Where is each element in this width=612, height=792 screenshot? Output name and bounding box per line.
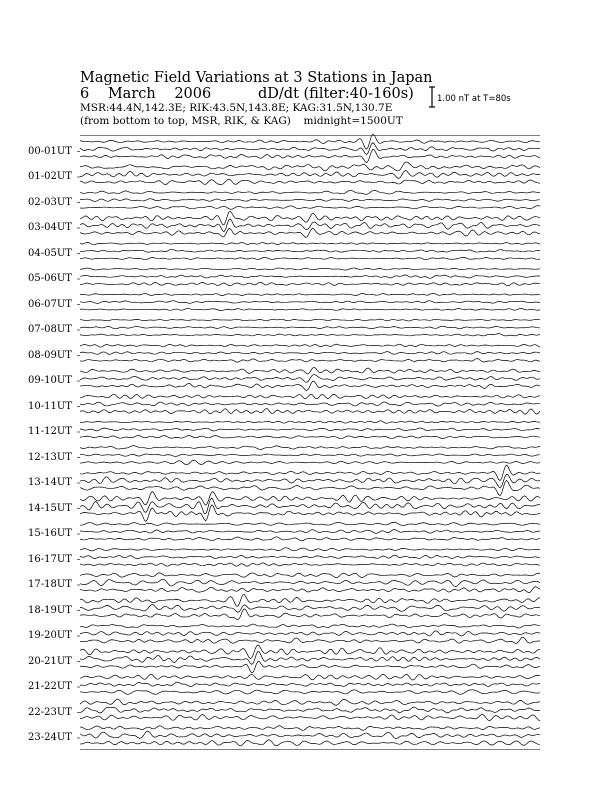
trace-MSR-03-04UT xyxy=(80,228,540,237)
station-coordinates: MSR:44.4N,142.3E; RIK:43.5N,143.8E; KAG:31.5N,130.7E xyxy=(80,102,393,114)
trace-RIK-15-16UT xyxy=(80,530,540,534)
trace-RIK-04-05UT xyxy=(80,249,540,252)
chart-date: 6 March 2006 xyxy=(80,86,212,102)
row-label-09-10UT: 09-10UT xyxy=(28,375,72,386)
trace-MSR-13-14UT xyxy=(80,480,540,495)
trace-RIK-03-04UT xyxy=(80,219,540,232)
trace-MSR-10-11UT xyxy=(80,409,540,414)
trace-MSR-01-02UT xyxy=(80,179,540,184)
trace-MSR-16-17UT xyxy=(80,563,540,566)
trace-RIK-22-23UT xyxy=(80,707,540,713)
row-label-12-13UT: 12-13UT xyxy=(28,451,72,463)
trace-MSR-22-23UT xyxy=(80,714,540,720)
row-label-16-17UT: 16-17UT xyxy=(28,553,72,565)
trace-MSR-17-18UT xyxy=(80,587,540,593)
trace-RIK-01-02UT xyxy=(80,171,540,179)
trace-RIK-00-01UT xyxy=(80,143,540,155)
trace-KAG-23-24UT xyxy=(80,726,540,731)
trace-KAG-19-20UT xyxy=(80,624,540,628)
row-label-00-01UT: 00-01UT xyxy=(28,145,72,157)
trace-KAG-05-06UT xyxy=(80,268,540,270)
trace-MSR-05-06UT xyxy=(80,282,540,286)
trace-MSR-04-05UT xyxy=(80,257,540,259)
trace-KAG-17-18UT xyxy=(80,573,540,578)
row-label-10-11UT: 10-11UT xyxy=(28,400,72,412)
trace-MSR-09-10UT xyxy=(80,381,540,390)
order-note: (from bottom to top, MSR, RIK, & KAG) xyxy=(80,115,291,127)
trace-KAG-13-14UT xyxy=(80,465,540,480)
trace-RIK-17-18UT xyxy=(80,579,540,586)
trace-MSR-19-20UT xyxy=(80,637,540,643)
trace-MSR-23-24UT xyxy=(80,740,540,746)
trace-KAG-22-23UT xyxy=(80,699,540,705)
row-label-22-23UT: 22-23UT xyxy=(28,706,72,718)
row-label-11-12UT: 11-12UT xyxy=(28,426,72,437)
trace-RIK-10-11UT xyxy=(80,402,540,406)
trace-KAG-16-17UT xyxy=(80,548,540,551)
trace-RIK-05-06UT xyxy=(80,275,540,278)
trace-MSR-21-22UT xyxy=(80,690,540,695)
row-label-05-06UT: 05-06UT xyxy=(28,273,72,284)
trace-KAG-18-19UT xyxy=(80,594,540,606)
trace-RIK-02-03UT xyxy=(80,199,540,202)
trace-RIK-09-10UT xyxy=(80,375,540,383)
row-label-23-24UT: 23-24UT xyxy=(28,732,72,743)
trace-MSR-06-07UT xyxy=(80,308,540,310)
row-label-15-16UT: 15-16UT xyxy=(28,528,72,539)
trace-RIK-23-24UT xyxy=(80,731,540,738)
midnight-note: midnight=1500UT xyxy=(303,115,403,127)
trace-MSR-00-01UT xyxy=(80,149,540,162)
row-label-13-14UT: 13-14UT xyxy=(28,477,72,488)
trace-KAG-01-02UT xyxy=(80,162,540,171)
trace-KAG-20-21UT xyxy=(80,645,540,659)
trace-RIK-13-14UT xyxy=(80,474,540,487)
row-label-20-21UT: 20-21UT xyxy=(28,655,72,667)
trace-KAG-12-13UT xyxy=(80,446,540,450)
row-label-14-15UT: 14-15UT xyxy=(28,502,72,514)
trace-RIK-11-12UT xyxy=(80,428,540,431)
trace-KAG-08-09UT xyxy=(80,344,540,347)
trace-RIK-12-13UT xyxy=(80,454,540,456)
trace-RIK-19-20UT xyxy=(80,631,540,636)
trace-RIK-21-22UT xyxy=(80,682,540,686)
row-label-17-18UT: 17-18UT xyxy=(28,579,72,590)
trace-RIK-06-07UT xyxy=(80,301,540,304)
row-label-18-19UT: 18-19UT xyxy=(28,604,72,616)
chart-title: Magnetic Field Variations at 3 Stations in Japan xyxy=(80,70,433,86)
trace-RIK-07-08UT xyxy=(80,326,540,329)
row-label-21-22UT: 21-22UT xyxy=(28,681,72,692)
trace-RIK-16-17UT xyxy=(80,555,540,559)
trace-KAG-14-15UT xyxy=(80,492,540,505)
row-label-06-07UT: 06-07UT xyxy=(28,298,72,310)
trace-RIK-14-15UT xyxy=(80,498,540,514)
trace-KAG-07-08UT xyxy=(80,319,540,321)
trace-MSR-18-19UT xyxy=(80,609,540,620)
trace-RIK-18-19UT xyxy=(80,605,540,613)
trace-KAG-06-07UT xyxy=(80,293,540,295)
trace-KAG-00-01UT xyxy=(80,134,540,149)
row-label-07-08UT: 07-08UT xyxy=(28,324,72,335)
trace-KAG-02-03UT xyxy=(80,190,540,194)
trace-KAG-11-12UT xyxy=(80,421,540,423)
trace-RIK-08-09UT xyxy=(80,352,540,355)
trace-MSR-02-03UT xyxy=(80,206,540,210)
trace-KAG-04-05UT xyxy=(80,242,540,244)
chart-signal: dD/dt (filter:40-160s) xyxy=(258,86,414,102)
trace-KAG-15-16UT xyxy=(80,522,540,525)
row-label-08-09UT: 08-09UT xyxy=(28,349,72,361)
trace-KAG-21-22UT xyxy=(80,674,540,680)
scale-label: 1.00 nT at T=80s xyxy=(437,94,511,104)
trace-MSR-20-21UT xyxy=(80,662,540,673)
trace-MSR-08-09UT xyxy=(80,359,540,363)
trace-MSR-12-13UT xyxy=(80,460,540,464)
trace-KAG-09-10UT xyxy=(80,367,540,373)
trace-MSR-07-08UT xyxy=(80,334,540,336)
trace-KAG-03-04UT xyxy=(80,211,540,225)
trace-RIK-20-21UT xyxy=(80,652,540,665)
row-label-03-04UT: 03-04UT xyxy=(28,222,72,233)
trace-KAG-10-11UT xyxy=(80,394,540,398)
row-label-02-03UT: 02-03UT xyxy=(28,196,72,208)
row-label-01-02UT: 01-02UT xyxy=(28,171,72,182)
trace-MSR-11-12UT xyxy=(80,435,540,438)
trace-MSR-15-16UT xyxy=(80,537,540,541)
row-label-04-05UT: 04-05UT xyxy=(28,247,72,259)
row-label-19-20UT: 19-20UT xyxy=(28,630,72,641)
